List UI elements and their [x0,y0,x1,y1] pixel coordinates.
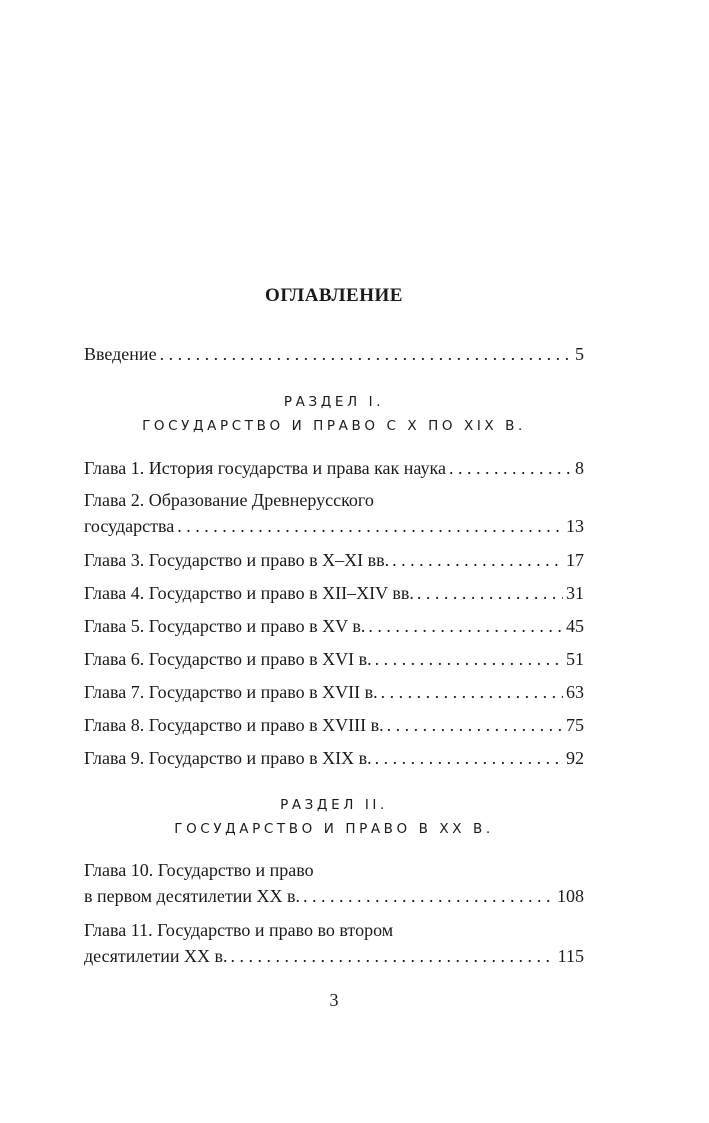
toc-entry-chapter-2[interactable] [84,487,584,539]
leader-dots [368,613,563,639]
leader-dots [160,341,572,367]
entry-page: 31 [566,583,584,603]
entry-page: 63 [566,682,584,702]
toc-entry-chapter-5[interactable] [84,613,584,639]
section-heading-1 [84,390,584,438]
entry-page: 13 [566,516,584,536]
section-name: ГОСУДАРСТВО И ПРАВО В XX В. [174,821,494,837]
entry-title: Глава 5. Государство и право в XV в. [84,616,366,636]
leader-dots [375,646,563,672]
toc-entry-chapter-8[interactable] [84,712,584,738]
entry-page: 115 [557,946,584,966]
toc-entry-chapter-1[interactable] [84,455,584,481]
toc-entry-chapter-4[interactable] [84,580,584,606]
section-label: РАЗДЕЛ II. [280,797,388,813]
leader-dots [392,547,563,573]
leader-dots [387,712,563,738]
entry-title: Глава 7. Государство и право в XVII в. [84,682,378,702]
leader-dots [230,943,554,969]
entry-title: Глава 6. Государство и право в XVI в. [84,649,372,669]
leader-dots [375,745,563,771]
entry-page: 8 [575,458,584,478]
entry-title-line2: государства [84,516,175,536]
entry-page: 51 [566,649,584,669]
entry-title-line1: Глава 11. Государство и право во втором [84,920,394,940]
entry-page: 17 [566,550,584,570]
entry-page: 92 [566,748,584,768]
entry-page: 108 [557,886,584,906]
toc-title: ОГЛАВЛЕНИЕ [265,285,403,306]
entry-title-line2: десятилетии XX в. [84,946,228,966]
entry-page: 45 [566,616,584,636]
entry-title-line1: Глава 10. Государство и право [84,860,314,880]
leader-dots [303,883,554,909]
entry-title: Глава 9. Государство и право в XIX в. [84,748,372,768]
entry-title-line1: Глава 2. Образование Древнерусского [84,490,374,510]
leader-dots [177,513,563,539]
section-label: РАЗДЕЛ I. [283,394,385,410]
toc-entry-chapter-9[interactable] [84,745,584,771]
toc-entry-chapter-10[interactable] [84,857,584,909]
entry-title: Глава 8. Государство и право в XVIII в. [84,715,384,735]
entry-title: Глава 4. Государство и право в XII–XIV вв. [84,583,414,603]
entry-page: 75 [566,715,584,735]
entry-page: 5 [575,344,584,364]
toc-entry-chapter-3[interactable] [84,547,584,573]
entry-title-line2: в первом десятилетии XX в. [84,886,301,906]
entry-title: Введение [84,344,157,364]
toc-entry-intro[interactable] [84,341,584,367]
leader-dots [417,580,563,606]
toc-entry-chapter-11[interactable] [84,917,584,969]
entry-title: Глава 3. Государство и право в X–XI вв. [84,550,390,570]
page-number: 3 [329,990,339,1010]
section-heading-2 [84,793,584,841]
leader-dots [381,679,563,705]
toc-entry-chapter-6[interactable] [84,646,584,672]
entry-title: Глава 1. История государства и права как наука [84,458,446,478]
toc-entry-chapter-7[interactable] [84,679,584,705]
leader-dots [449,455,572,481]
section-name: ГОСУДАРСТВО И ПРАВО С X ПО XIX В. [142,418,526,434]
toc-page [84,0,584,1123]
